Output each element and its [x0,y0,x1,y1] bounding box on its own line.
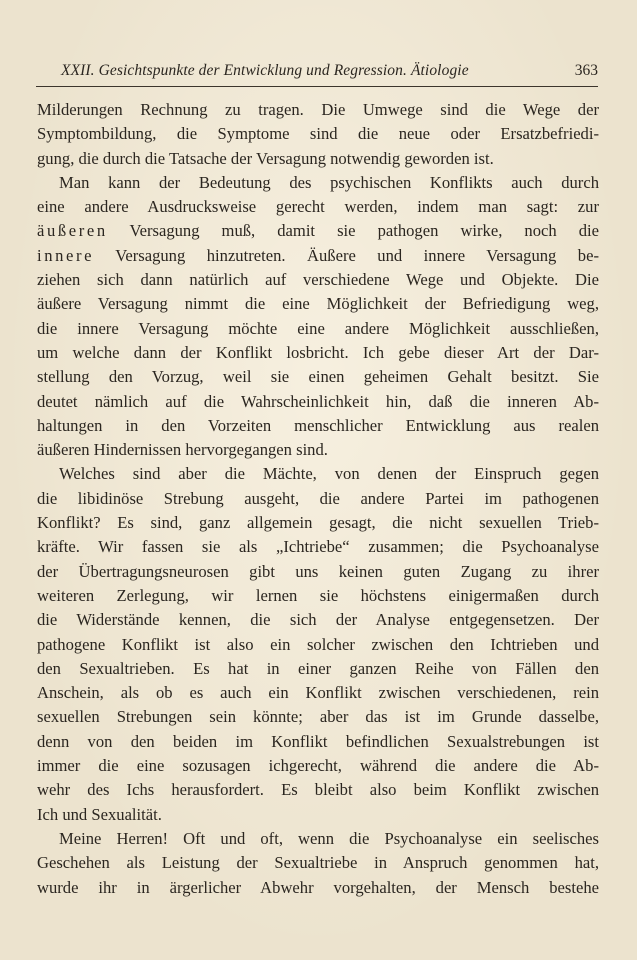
emphasized-word: innere [37,245,95,265]
paragraph-start-line: Man kann der Bedeutung des psychischen Konflikts auch durch [59,172,599,192]
emphasized-word: äußeren [37,221,108,241]
body-text [37,98,599,900]
text-line: immer die eine sozusagen ichgerecht, während die andere die Ab- [37,756,599,776]
text-line: die Widerstände kennen, die sich der Analyse entgegensetzen. Der [37,610,599,630]
text-line: haltungen in den Vorzeiten menschlicher Entwicklung aus realen [37,415,599,435]
text-line-rest: Versagung hinzutreten. Äußere und innere Versagung be- [94,245,599,265]
text-line [37,244,599,268]
text-line: wurde ihr in ärgerlicher Abwehr vorgehalten, der Mensch bestehe [37,877,599,897]
paragraph-start-line: Meine Herren! Oft und oft, wenn die Psychoanalyse ein seelisches [59,828,599,848]
text-line: denn von den beiden im Konflikt befindlichen Sexualstrebungen ist [37,731,599,751]
header-rule [36,86,598,87]
text-line: die innere Versagung möchte eine andere Möglichkeit ausschließen, [37,318,599,338]
text-line: eine andere Ausdrucksweise gerecht werden, indem man sagt: zur [37,197,599,217]
text-line: sexuellen Strebungen sein könnte; aber das ist im Grunde dasselbe, [37,707,599,727]
text-line: kräfte. Wir fassen sie als „Ichtriebe“ zusammen; die Psychoanalyse [37,537,599,557]
text-line: Geschehen als Leistung der Sexualtriebe in Anspruch genommen hat, [37,853,599,873]
text-line: um welche dann der Konflikt losbricht. Ich gebe dieser Art der Dar- [37,342,599,362]
text-line: Milderungen Rechnung zu tragen. Die Umwege sind die Wege der [37,100,599,119]
text-line [37,219,599,243]
text-line: weiteren Zerlegung, wir lernen sie höchstens einigermaßen durch [37,585,599,605]
text-line: der Übertragungsneurosen gibt uns keinen guten Zugang zu ihrer [37,561,599,581]
text-line-rest: Versagung muß, damit sie pathogen wirke, noch die [107,221,599,241]
text-line: äußeren Hindernissen hervorgegangen sind. [37,440,328,460]
text-line: pathogene Konflikt ist also ein solcher zwischen den Ichtrieben und [37,634,599,654]
text-line: äußere Versagung nimmt die eine Möglichkeit der Befriedigung weg, [37,294,599,314]
page-number: 363 [574,62,598,79]
text-line: stellung den Vorzug, weil sie einen geheimen Gehalt besitzt. Sie [37,367,599,387]
text-line: wehr des Ichs herausfordert. Es bleibt also beim Konflikt zwischen [37,780,599,800]
text-line: ziehen sich dann natürlich auf verschiedene Wege und Objekte. Die [37,270,599,290]
text-line: den Sexualtrieben. Es hat in einer ganzen Reihe von Fällen den [37,658,599,678]
text-line: Anschein, als ob es auch ein Konflikt zwischen verschiedenen, rein [37,683,599,703]
running-title: XXII. Gesichtspunkte der Entwicklung und Regression. Ätiologie [61,62,469,79]
running-header [36,62,598,84]
paragraph-start-line: Welches sind aber die Mächte, von denen der Einspruch gegen [59,464,599,484]
text-line: gung, die durch die Tatsache der Versagung notwendig geworden ist. [37,148,494,168]
text-line: deutet nämlich auf die Wahrscheinlichkeit hin, daß die inneren Ab- [37,391,599,411]
text-line: Symptombildung, die Symptome sind die neue oder Ersatzbefriedi- [37,124,599,144]
text-line: die libidinöse Strebung ausgeht, die andere Partei im pathogenen [37,488,599,508]
text-line: Ich und Sexualität. [37,804,162,824]
text-line: Konflikt? Es sind, ganz allgemein gesagt, die nicht sexuellen Trieb- [37,513,599,533]
